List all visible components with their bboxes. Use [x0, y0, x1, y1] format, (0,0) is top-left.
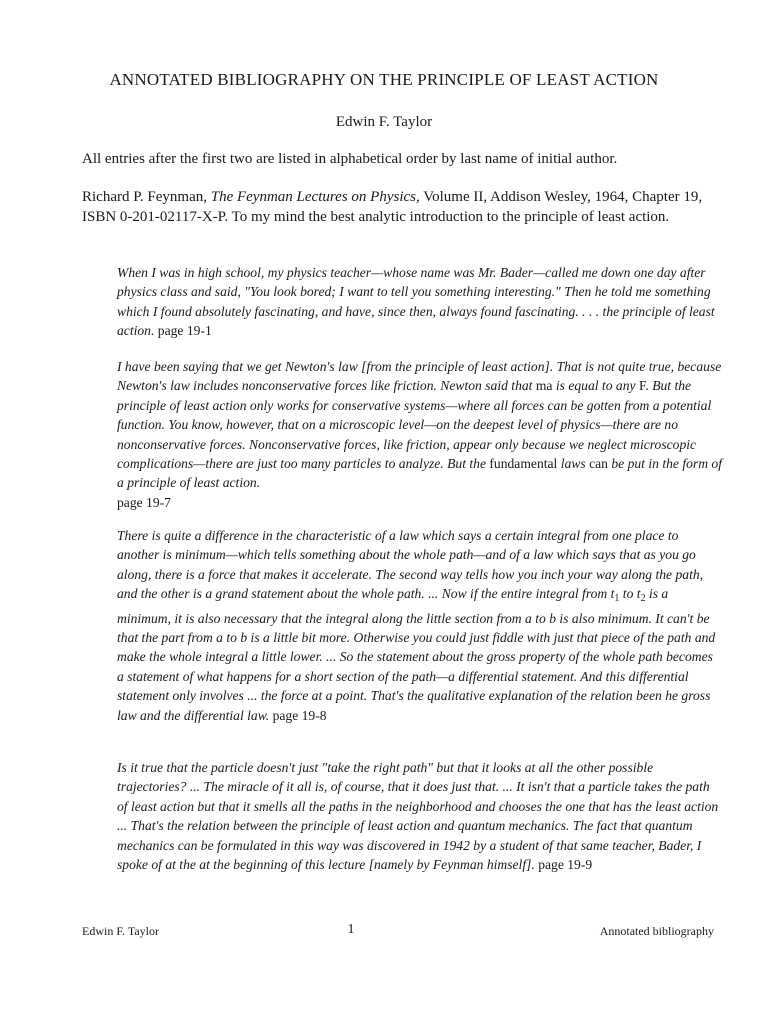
page-title: ANNOTATED BIBLIOGRAPHY ON THE PRINCIPLE OF LEAST ACTION	[109, 70, 659, 89]
quote-2-fundamental: fundamental	[489, 456, 558, 472]
quote-3-sub-1: 1	[614, 593, 620, 605]
quote-3	[117, 526, 722, 725]
quote-3-sub-2: 2	[640, 593, 646, 605]
entry-book-title: The Feynman Lectures on Physics,	[210, 189, 420, 205]
quote-2-f: F.	[638, 378, 649, 394]
entry-details: Volume II, Addison Wesley, 1964, Chapter 19, ISBN 0-201-02117-X-P. To my mind the best analytic introduction to the principle of least action.	[82, 189, 703, 225]
quote-3-page: page 19-8	[269, 707, 327, 723]
quote-3-text-b: to t	[619, 586, 641, 602]
quote-1-page: page 19-1	[154, 323, 212, 339]
quote-4-page: page 19-9	[534, 857, 593, 873]
intro-paragraph: All entries after the first two are listed in alphabetical order by last name of initial author.	[82, 151, 618, 167]
footer-author: Edwin F. Taylor	[82, 924, 159, 938]
quote-2-text-b: is equal to any	[552, 378, 639, 394]
quote-1	[117, 263, 722, 341]
quote-2-can: can	[589, 456, 608, 472]
bibliography-entry	[82, 188, 716, 227]
quote-2-page: page 19-7	[117, 494, 171, 510]
quote-2-text-d: laws	[557, 456, 590, 472]
quote-2-ma: ma	[535, 378, 553, 394]
quote-3-text-a: There is quite a difference in the characteristic of a law which says a certain integral from one place to another is minimum—which tells something about the whole path—and of a law which says that as you go along, there is a force that makes it accelerate. The second way tells how you inch your way along the path, and the other is a grand statement about the whole path. ... Now if the entire integral from t	[117, 528, 704, 602]
quote-2-text-e: be put in the form of a principle of least action.	[117, 456, 722, 491]
page-number: 1	[347, 922, 355, 937]
quote-1-text: When I was in high school, my physics teacher—whose name was Mr. Bader—called me down one day after physics class and said, "You look bored; I want to tell you something interesting." Then he told me something which I found absolutely fascinating, and have, since then, always found fascinating. . . . the principle of least action.	[117, 265, 715, 339]
quote-2-text-a: I have been saying that we get Newton's law [from the principle of least action]. That is not quite true, because Newton's law includes nonconservative forces like friction. Newton said that	[117, 359, 722, 394]
quote-3-text-c: is a minimum, it is also necessary that the integral along the little section from a to b is also minimum. It can't be that the part from a to b is a little bit more. Otherwise you could just fiddle with just that piece of the path and make the whole integral a little lower. ... So the statement about the gross property of the whole path becomes a statement of what happens for a short section of the path—a differential statement. And this differential statement only involves ... the force at a point. That's the qualitative explanation of the relation been he gross law and the differential law.	[117, 586, 716, 723]
footer-title: Annotated bibliography	[599, 924, 714, 938]
quote-4	[117, 758, 722, 874]
entry-author: Richard P. Feynman,	[82, 189, 211, 205]
quote-2	[117, 357, 722, 512]
quote-2-text-c: But the principle of least action only works for conservative systems—where all forces can be gotten from a potential function. You know, however, that on a microscopic level—on the deepest level of physics—there are no nonconservative forces. Nonconservative forces, like friction, appear only because we neglect microscopic complications—there are just too many particles to analyze. But the	[117, 378, 712, 472]
quote-4-text: Is it true that the particle doesn't just "take the right path" but that it looks at all the other possible trajectories? ... The miracle of it all is, of course, that it does just that. ... It isn't that a particle takes the path of least action but that it smells all the paths in the neighborhood and chooses the one that has the least action ... That's the relation between the principle of least action and quantum mechanics. The fact that quantum mechanics can be formulated in this way was discovered in 1942 by a student of that same teacher, Bader, I spoke of at the at the beginning of this lecture [namely by Feynman himself].	[117, 760, 719, 873]
author-line: Edwin F. Taylor	[335, 114, 433, 130]
